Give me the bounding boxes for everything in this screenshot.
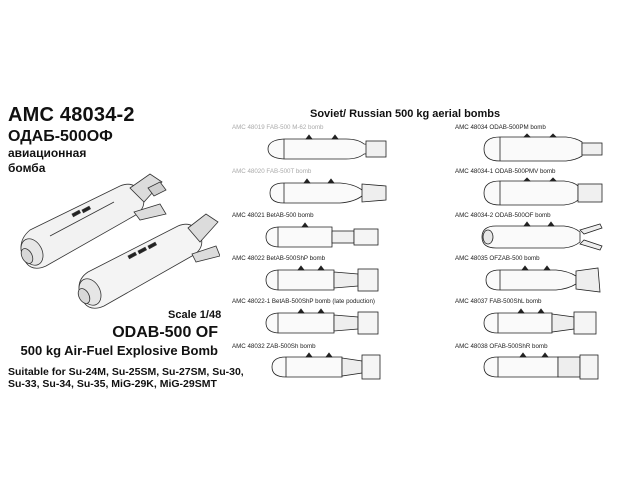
catalog-label-l1: AMC 48019 FAB-500 M-62 bomb bbox=[232, 124, 324, 131]
suitable-aircraft bbox=[8, 366, 244, 390]
hero-bombs-illustration bbox=[10, 168, 220, 318]
catalog-label-r1: AMC 48034 ODAB-500PM bomb bbox=[455, 124, 546, 131]
catalog-label-r6: AMC 48038 OFAB-500ShR bomb bbox=[455, 343, 548, 350]
catalog-label-r3: AMC 48034-2 ODAB-500OF bomb bbox=[455, 212, 551, 219]
bomb-profile-betab-500shp bbox=[262, 265, 392, 295]
product-code: AMC 48034-2 bbox=[8, 104, 135, 126]
bomb-profile-betab-500 bbox=[262, 222, 392, 252]
catalog-title: Soviet/ Russian 500 kg aerial bombs bbox=[310, 108, 501, 120]
catalog-label-l6: AMC 48032 ZAB-500Sh bomb bbox=[232, 343, 316, 350]
bomb-profile-ofzab-500 bbox=[478, 265, 608, 295]
english-title: ODAB-500 OF bbox=[112, 324, 218, 341]
bomb-profile-odab-500of bbox=[478, 222, 608, 252]
bomb-profile-fab-500-m62 bbox=[262, 134, 392, 164]
russian-subtitle-line-1: авиационная bbox=[8, 146, 87, 160]
catalog-label-r2: AMC 48034-1 ODAB-500PMV bomb bbox=[455, 168, 556, 175]
catalog-label-r4: AMC 48035 OFZAB-500 bomb bbox=[455, 255, 540, 262]
russian-title: ОДАБ-500ОФ bbox=[8, 128, 113, 145]
bomb-profile-zab-500sh bbox=[262, 352, 392, 382]
scale-label: Scale 1/48 bbox=[168, 309, 222, 321]
catalog-label-l2: AMC 48020 FAB-500T bomb bbox=[232, 168, 312, 175]
suitable-line-2: Su-33, Su-34, Su-35, MiG-29K, MiG-29SMT bbox=[8, 378, 217, 390]
russian-subtitle-line-2: бомба bbox=[8, 161, 46, 175]
catalog-label-l4: AMC 48022 BetAB-500ShP bomb bbox=[232, 255, 326, 262]
bomb-profile-odab-500pmv bbox=[478, 178, 608, 208]
catalog-label-r5: AMC 48037 FAB-500ShL bomb bbox=[455, 298, 542, 305]
bomb-profile-fab-500shl bbox=[478, 308, 608, 338]
english-subtitle: 500 kg Air-Fuel Explosive Bomb bbox=[20, 343, 218, 358]
bomb-profile-odab-500pm bbox=[478, 134, 608, 164]
suitable-line-1: Suitable for Su-24M, Su-25SM, Su-27SM, Su-30, bbox=[8, 366, 244, 378]
catalog-label-l5: AMC 48022-1 BetAB-500ShP bomb (late poduction) bbox=[232, 298, 375, 305]
catalog-label-l3: AMC 48021 BetAB-500 bomb bbox=[232, 212, 314, 219]
bomb-profile-fab-500t bbox=[262, 178, 392, 208]
bomb-profile-ofab-500shr bbox=[478, 352, 608, 382]
bomb-profile-betab-500shp-late bbox=[262, 308, 392, 338]
